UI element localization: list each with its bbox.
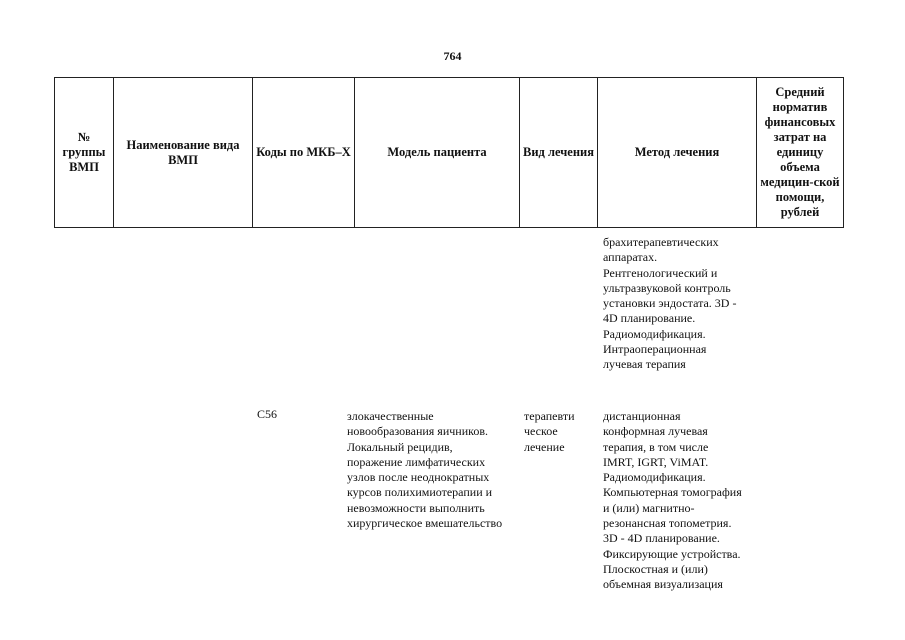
text-line: Рентгенологический и [603, 265, 718, 280]
text-line: ческое [524, 424, 558, 439]
page-number: 764 [443, 49, 462, 63]
text-line: лечение [524, 439, 565, 454]
text-line: курсов полихимиотерапии и [347, 485, 493, 500]
column-header-icd-codes: Коды по МКБ–Х [253, 78, 355, 228]
text-line: 3D - 4D планирование. [603, 531, 720, 546]
text-line: Плоскостная и (или) [603, 561, 708, 576]
treatment-type-cell [524, 409, 594, 455]
treatment-method-cell [603, 409, 768, 593]
text-line: ультразвуковой контроль [603, 280, 731, 295]
text-line: новообразования яичников. [347, 424, 489, 439]
text-line: 4D планирование. [603, 311, 696, 326]
icd-code-cell: C56 [257, 407, 278, 421]
text-line: Радиомодификация. [603, 326, 706, 341]
text-line: дистанционная [603, 409, 681, 423]
column-header-treatment-type: Вид лечения [520, 78, 598, 228]
text-line: Радиомодификация. [603, 470, 706, 485]
column-header-patient-model: Модель пациента [355, 78, 520, 228]
text-line: злокачественные [347, 409, 434, 423]
text-line: Интраоперационная [603, 342, 707, 357]
text-line: Компьютерная томография [603, 485, 742, 500]
text-line: конформная лучевая [603, 424, 708, 439]
continued-method-cell [603, 235, 768, 373]
text-line: лучевая терапия [603, 357, 686, 372]
text-line: аппаратах. [603, 250, 658, 265]
text-line: брахитерапевтических [603, 235, 719, 249]
column-header-group-number: № группы ВМП [55, 78, 114, 228]
text-line: IMRT, IGRT, ViMAT. [603, 454, 709, 469]
column-header-treatment-method: Метод лечения [598, 78, 757, 228]
text-line: и (или) магнитно- [603, 500, 695, 515]
text-line: Фиксирующие устройства. [603, 546, 741, 561]
text-line: резонансная топометрия. [603, 516, 732, 531]
text-line: терапевти [524, 409, 575, 423]
text-line: невозможности выполнить [347, 500, 485, 515]
text-line: поражение лимфатических [347, 454, 486, 469]
text-line: Локальный рецидив, [347, 439, 453, 454]
column-header-vmp-name: Наименование вида ВМП [114, 78, 253, 228]
text-line: установки эндостата. 3D - [603, 296, 737, 311]
text-line: хирургическое вмешательство [347, 516, 503, 531]
text-line: узлов после неоднократных [347, 470, 490, 485]
text-line: терапия, в том числе [603, 439, 709, 454]
column-header-average-cost: Средний норматив финансовых затрат на единицу объема медицин-ской помощи, рублей [757, 78, 844, 228]
patient-model-cell [347, 409, 522, 531]
table-header [54, 77, 844, 228]
text-line: объемная визуализация [603, 577, 723, 592]
